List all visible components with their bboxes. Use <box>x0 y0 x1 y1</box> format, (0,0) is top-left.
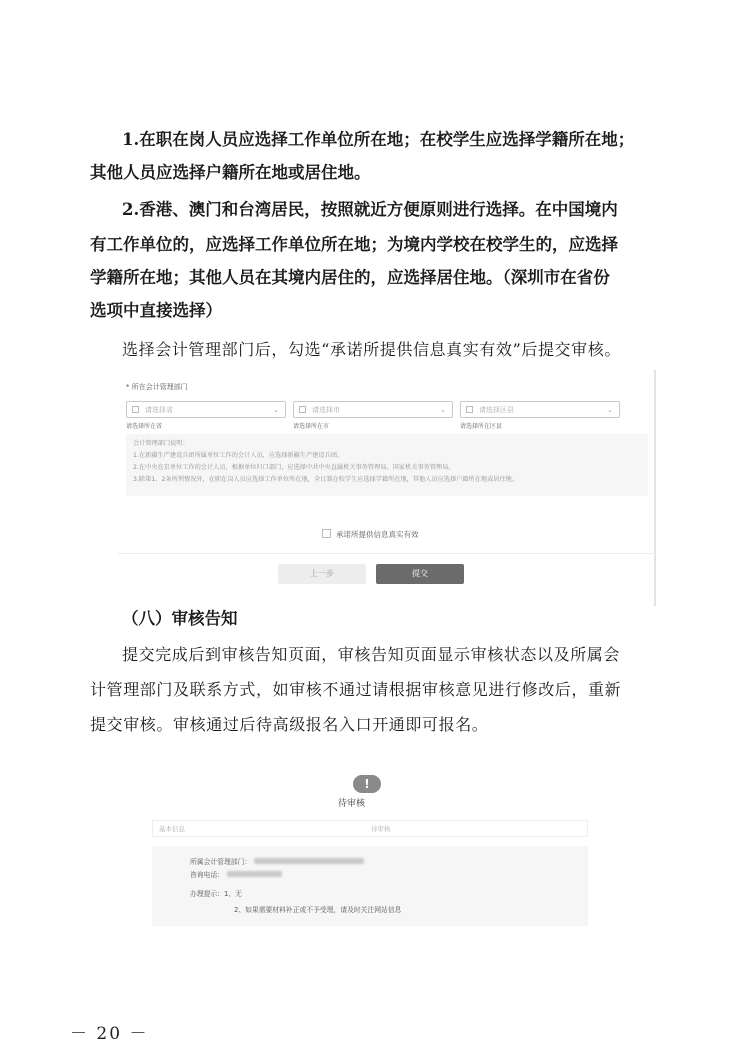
tips-label: 办理提示： <box>190 890 224 898</box>
province-placeholder: 请选择省 <box>145 406 173 414</box>
note-line: 3.除第1、2条所列情况外，在职在岗人员应选择工作单位所在地，全日制在校学生应选择学籍所在地，其他人员应选择户籍所在地或居住地。 <box>133 476 519 483</box>
basic-info-label: 基本信息 <box>159 825 185 833</box>
commit-checkbox[interactable] <box>322 529 419 540</box>
checkbox-icon[interactable] <box>322 529 331 538</box>
basic-info-bar <box>152 820 588 837</box>
building-icon <box>299 406 306 413</box>
chevron-down-icon: ⌄ <box>607 406 613 414</box>
note-line: 1.在新疆生产建设兵团所属单位工作的会计人员，应选择新疆生产建设兵团。 <box>133 452 344 459</box>
review-para-line1: 提交完成后到审核告知页面，审核告知页面显示审核状态以及所属会 <box>122 645 621 664</box>
rule2-line2: 有工作单位的，应选择工作单位所在地；为境内学校在校学生的，应选择 <box>90 235 618 254</box>
rule1-line1: 1.在职在岗人员应选择工作单位所在地；在校学生应选择学籍所在地； <box>122 130 635 149</box>
province-hint: 请选择所在省 <box>126 423 163 430</box>
department-form-screenshot <box>118 370 656 610</box>
note-line: 2.在中央在京单位工作的会计人员，根据单位归口部门，应选择中共中央直属机关事务管理局、国家机关事务管理局。 <box>133 464 455 471</box>
tip-item-2: 2、如果需要材料补正或不予受理，请及时关注网站信息 <box>234 906 402 914</box>
redacted-dept <box>254 858 364 864</box>
building-icon <box>132 406 139 413</box>
page-number: － 20 － <box>70 1024 149 1044</box>
building-icon <box>466 406 473 413</box>
rule2-line1: 2.香港、澳门和台湾居民，按照就近方便原则进行选择。在中国境内 <box>122 200 618 219</box>
instruction-line: 选择会计管理部门后，勾选“承诺所提供信息真实有效”后提交审核。 <box>122 340 621 359</box>
phone-label: 咨询电话： <box>190 871 224 879</box>
dept-label: 所属会计管理部门： <box>190 858 252 866</box>
phone-row <box>190 869 282 879</box>
warning-icon: ! <box>353 775 381 793</box>
section-heading: （八）审核告知 <box>122 609 238 628</box>
rule2-line4: 选项中直接选择） <box>90 301 222 320</box>
city-hint: 请选择所在市 <box>293 423 330 430</box>
prev-step-button[interactable]: 上一步 <box>278 564 366 584</box>
tip-item: 1、无 <box>223 890 242 898</box>
review-para-line3: 提交审核。审核通过后待高级报名入口开通即可报名。 <box>90 715 489 734</box>
redacted-phone <box>227 871 282 877</box>
district-select[interactable] <box>460 401 620 418</box>
department-field-label: * 所在会计管理部门 <box>126 383 188 391</box>
chevron-down-icon: ⌄ <box>273 406 279 414</box>
province-select[interactable] <box>126 401 286 418</box>
department-note <box>126 434 648 496</box>
district-placeholder: 请选择区县 <box>479 406 514 414</box>
dept-row <box>190 856 364 866</box>
tips-row <box>190 888 242 898</box>
city-placeholder: 请选择市 <box>312 406 340 414</box>
submit-button[interactable]: 提交 <box>376 564 464 584</box>
commit-label: 承诺所提供信息真实有效 <box>336 530 419 539</box>
screenshot-edge <box>654 370 656 606</box>
chevron-down-icon: ⌄ <box>440 406 446 414</box>
rule1-line2: 其他人员应选择户籍所在地或居住地。 <box>90 163 371 182</box>
city-select[interactable] <box>293 401 453 418</box>
review-detail <box>152 846 588 926</box>
rule2-line3: 学籍所在地；其他人员在其境内居住的，应选择居住地。（深圳市在省份 <box>90 268 610 287</box>
note-title: 会计管理部门说明： <box>133 440 189 447</box>
district-hint: 请选择所在区县 <box>460 423 503 430</box>
review-para-line2: 计管理部门及联系方式，如审核不通过请根据审核意见进行修改后，重新 <box>90 680 622 699</box>
divider <box>118 553 656 554</box>
review-status-screenshot <box>152 770 590 930</box>
basic-info-status: 待审核 <box>371 825 391 833</box>
review-status: 待审核 <box>338 799 366 809</box>
